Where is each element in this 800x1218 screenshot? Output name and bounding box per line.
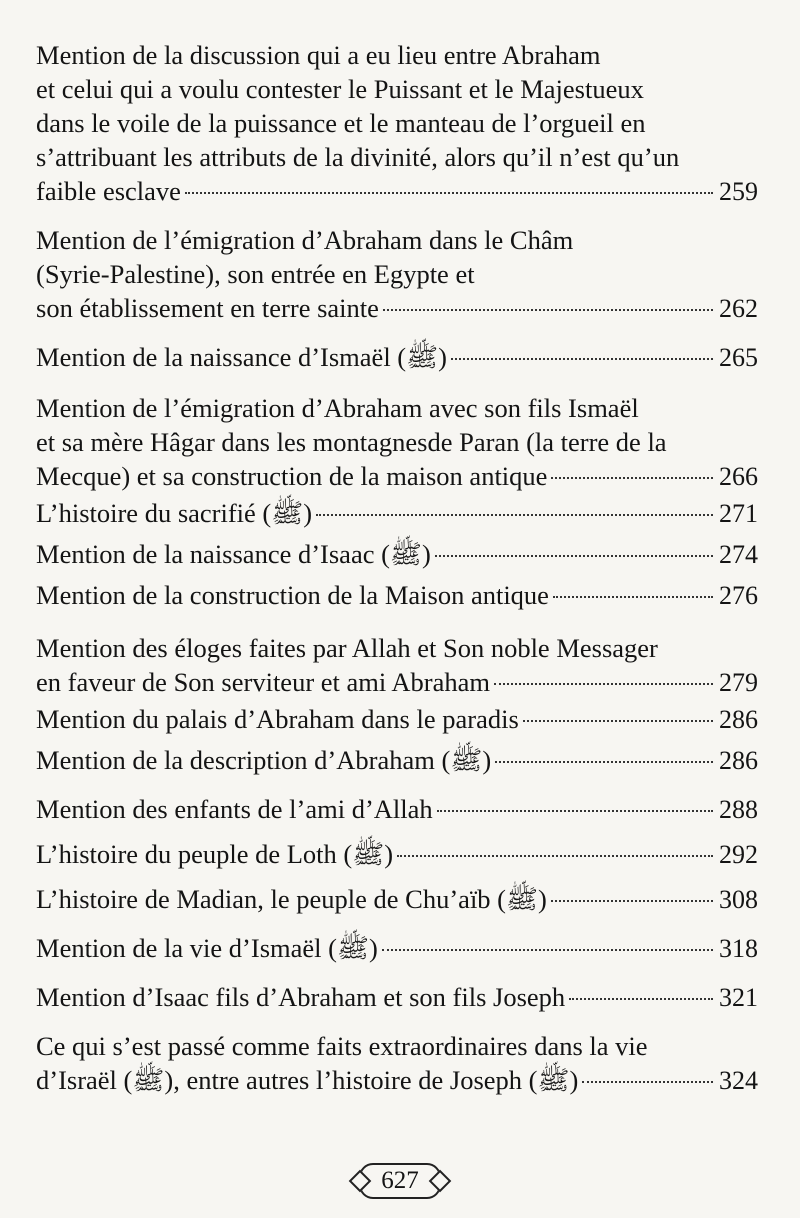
toc-entry — [36, 980, 758, 1015]
dot-leader — [437, 810, 713, 812]
toc-page-number: 276 — [719, 581, 758, 610]
dot-leader — [382, 949, 713, 951]
toc-entry-line: dans le voile de la puissance et le manteau de l’orgueil en — [36, 108, 646, 138]
toc-entry-title: Mention de la description d’Abraham (ﷺ) — [36, 745, 492, 775]
toc-entry-title: Mention des enfants de l’ami d’Allah — [36, 794, 433, 824]
toc-entry-title: Mecque) et sa construction de la maison antique — [36, 461, 548, 491]
toc-page-number: 279 — [719, 668, 758, 697]
toc-page-number: 266 — [719, 462, 758, 491]
toc-entry — [36, 391, 758, 494]
toc-entry-title: en faveur de Son serviteur et ami Abraham — [36, 667, 491, 697]
dot-leader — [451, 358, 713, 360]
dot-leader — [494, 683, 713, 685]
toc-page-number: 274 — [719, 540, 758, 569]
toc-entry — [36, 578, 758, 613]
dot-leader — [185, 192, 713, 194]
toc-entry-title: L’histoire de Madian, le peuple de Chu’aïb (ﷺ) — [36, 884, 547, 914]
toc-entry-title: L’histoire du sacrifié (ﷺ) — [36, 498, 313, 528]
toc-entry-title: d’Israël (ﷺ), entre autres l’histoire de Joseph (ﷺ) — [36, 1065, 579, 1095]
toc-entry — [36, 743, 758, 778]
dot-leader — [495, 761, 713, 763]
toc-entry — [36, 631, 758, 700]
toc-entry — [36, 223, 758, 326]
toc-page-number: 271 — [719, 499, 758, 528]
toc-entry — [36, 931, 758, 966]
toc-entry-line: Mention des éloges faites par Allah et Son noble Messager — [36, 633, 658, 663]
dot-leader — [435, 555, 713, 557]
toc-entry-title: Mention de la construction de la Maison antique — [36, 580, 549, 610]
dot-leader — [316, 514, 713, 516]
dot-leader — [569, 998, 713, 1000]
dot-leader — [553, 596, 713, 598]
toc-entry — [36, 882, 758, 917]
toc-page-number: 308 — [719, 885, 758, 914]
toc-entry — [36, 496, 758, 531]
toc-entry-line: Mention de la discussion qui a eu lieu entre Abraham — [36, 40, 601, 70]
dot-leader — [383, 309, 713, 311]
table-of-contents — [36, 38, 758, 1098]
toc-page-number: 286 — [719, 705, 758, 734]
toc-entry — [36, 1029, 758, 1098]
toc-entry-title: faible esclave — [36, 176, 181, 206]
toc-page-number: 262 — [719, 294, 758, 323]
toc-entry — [36, 340, 758, 375]
toc-entry — [36, 702, 758, 737]
page-footer — [0, 1163, 800, 1199]
toc-entry-line: et celui qui a voulu contester le Puissant et le Majestueux — [36, 74, 644, 104]
toc-entry-line: Ce qui s’est passé comme faits extraordinaires dans la vie — [36, 1031, 648, 1061]
toc-entry-line: Mention de l’émigration d’Abraham avec son fils Ismaël — [36, 393, 639, 423]
toc-entry-title: L’histoire du peuple de Loth (ﷺ) — [36, 839, 394, 869]
toc-entry-title: Mention d’Isaac fils d’Abraham et son fils Joseph — [36, 982, 566, 1012]
toc-page-number: 259 — [719, 177, 758, 206]
toc-entry-title: Mention du palais d’Abraham dans le paradis — [36, 704, 519, 734]
toc-entry-line: Mention de l’émigration d’Abraham dans le Châm — [36, 225, 574, 255]
toc-entry-title: Mention de la naissance d’Isaac (ﷺ) — [36, 539, 431, 569]
toc-page-number: 292 — [719, 840, 758, 869]
dot-leader — [582, 1081, 713, 1083]
dot-leader — [551, 477, 713, 479]
toc-page-number: 288 — [719, 795, 758, 824]
toc-page-number: 324 — [719, 1066, 758, 1095]
toc-entry — [36, 792, 758, 827]
toc-entry-title: son établissement en terre sainte — [36, 293, 379, 323]
toc-entry-title: Mention de la vie d’Ismaël (ﷺ) — [36, 933, 378, 963]
toc-entry-line: s’attribuant les attributs de la divinité, alors qu’il n’est qu’un — [36, 142, 680, 172]
toc-entry — [36, 837, 758, 872]
toc-entry-line: et sa mère Hâgar dans les montagnesde Paran (la terre de la — [36, 427, 667, 457]
dot-leader — [397, 855, 713, 857]
dot-leader — [551, 900, 713, 902]
toc-entry — [36, 38, 758, 209]
toc-entry-title: Mention de la naissance d’Ismaël (ﷺ) — [36, 342, 447, 372]
page-number: 627 — [359, 1163, 441, 1199]
toc-page-number: 318 — [719, 934, 758, 963]
toc-page-number: 321 — [719, 983, 758, 1012]
toc-page-number: 286 — [719, 746, 758, 775]
dot-leader — [523, 720, 713, 722]
toc-entry-line: (Syrie-Palestine), son entrée en Egypte et — [36, 259, 475, 289]
toc-entry — [36, 537, 758, 572]
toc-page-number: 265 — [719, 343, 758, 372]
